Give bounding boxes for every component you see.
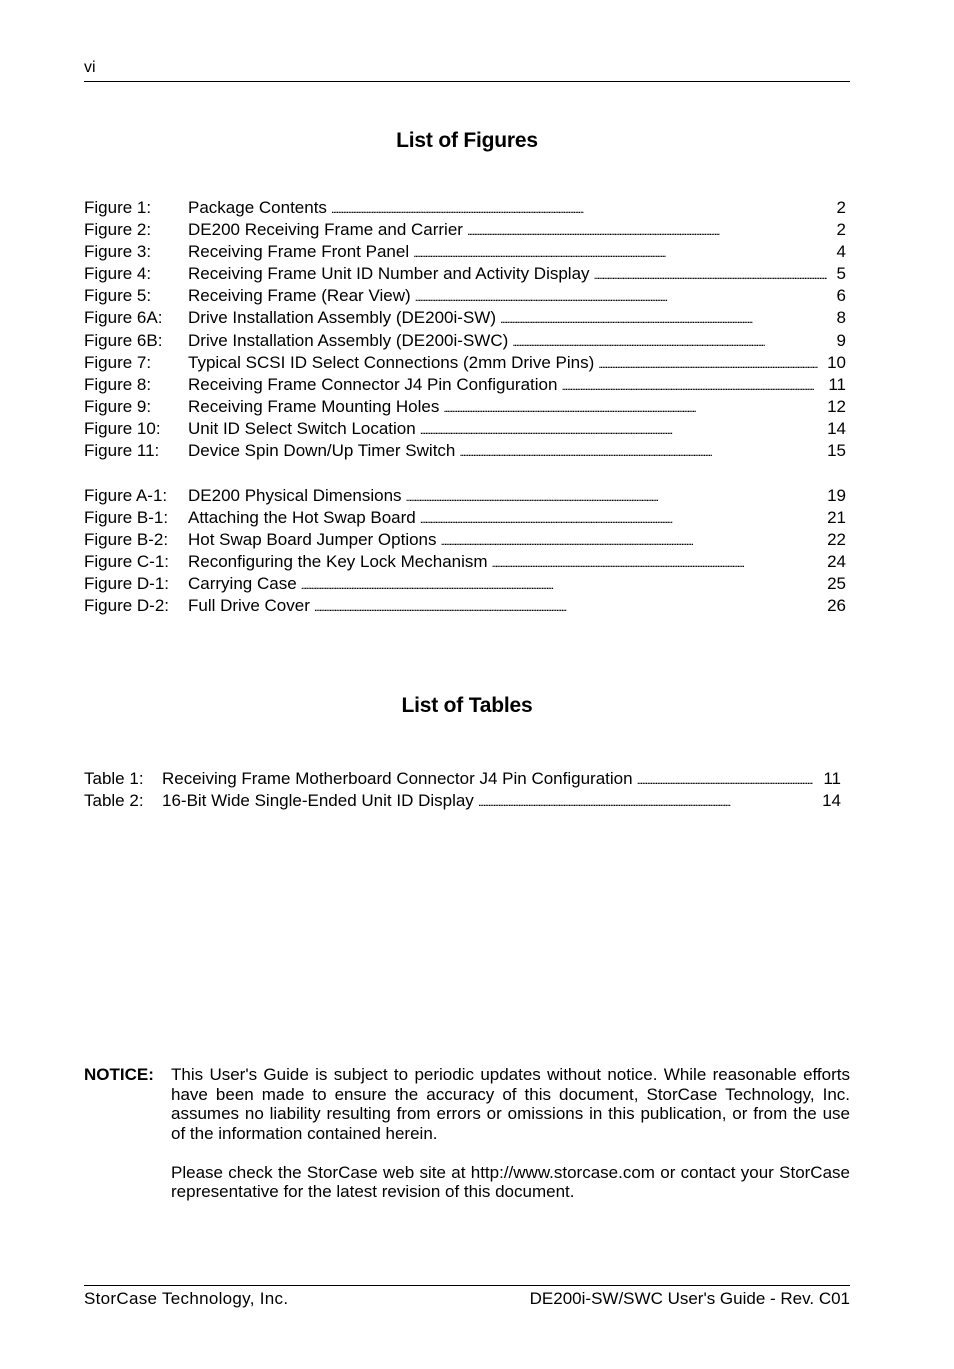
entry-page: 9 — [836, 330, 846, 350]
entry-label: Table 2: — [84, 791, 144, 811]
toc-entry[interactable] — [84, 573, 846, 595]
entry-page: 10 — [827, 352, 846, 372]
entry-title: 16-Bit Wide Single-Ended Unit ID Display — [162, 791, 474, 811]
entry-title: Drive Installation Assembly (DE200i-SWC) — [188, 330, 509, 350]
dot-leader — [420, 507, 818, 530]
toc-entry[interactable] — [84, 396, 846, 418]
entry-page: 14 — [822, 791, 841, 811]
entry-title: Device Spin Down/Up Timer Switch — [188, 441, 456, 461]
entry-title: Typical SCSI ID Select Connections (2mm Drive Pins) — [188, 352, 595, 372]
notice-paragraph: Please check the StorCase web site at http://www.storcase.com or contact your StorCase representative for the latest revision of this document. — [171, 1162, 850, 1201]
entry-page: 12 — [827, 396, 846, 416]
tables-list — [84, 768, 841, 812]
entry-title: Hot Swap Board Jumper Options — [188, 530, 437, 550]
toc-entry[interactable] — [84, 440, 846, 462]
toc-entry[interactable] — [84, 285, 846, 307]
entry-label: Figure 9: — [84, 396, 152, 416]
entry-page: 11 — [823, 769, 841, 788]
entry-label: Figure 3: — [84, 242, 152, 262]
dot-leader — [598, 352, 818, 375]
entry-title: Drive Installation Assembly (DE200i-SW) — [188, 308, 496, 328]
dot-leader — [478, 790, 813, 813]
entry-page: 14 — [827, 418, 846, 438]
header-rule — [84, 81, 850, 82]
entry-label: Figure 7: — [84, 352, 152, 372]
entry-page: 11 — [828, 374, 846, 394]
dot-leader — [500, 307, 827, 330]
toc-entry[interactable] — [84, 374, 846, 396]
entry-label: Figure D-1: — [84, 574, 170, 594]
footer-rule — [84, 1285, 850, 1286]
footer-document-title: DE200i-SW/SWC User's Guide - Rev. C01 — [529, 1289, 850, 1308]
dot-leader — [415, 285, 827, 308]
dot-leader — [406, 485, 818, 508]
dot-leader — [467, 219, 827, 242]
entry-page: 25 — [827, 574, 846, 594]
entry-page: 8 — [836, 308, 846, 328]
entry-title: Attaching the Hot Swap Board — [188, 508, 416, 528]
entry-label: Figure 11: — [84, 441, 160, 461]
toc-entry[interactable] — [84, 263, 846, 285]
toc-entry[interactable] — [84, 307, 846, 329]
entry-label: Figure 10: — [84, 418, 161, 438]
entry-label: Figure 6A: — [84, 308, 163, 328]
entry-label: Figure 8: — [84, 374, 152, 394]
appendix-figures-list — [84, 485, 846, 618]
dot-leader — [420, 418, 818, 441]
entry-label: Figure B-2: — [84, 530, 169, 550]
entry-label: Figure 2: — [84, 220, 152, 240]
toc-entry[interactable] — [84, 551, 846, 573]
toc-entry[interactable] — [84, 418, 846, 440]
entry-label: Figure A-1: — [84, 486, 168, 505]
toc-entry[interactable] — [84, 241, 846, 263]
entry-label: Figure D-2: — [84, 596, 170, 616]
toc-entry[interactable] — [84, 197, 846, 219]
entry-title: DE200 Physical Dimensions — [188, 486, 402, 505]
dot-leader — [314, 595, 818, 618]
entry-page: 21 — [827, 508, 846, 528]
entry-page: 19 — [827, 486, 846, 505]
entry-title: Full Drive Cover — [188, 596, 310, 616]
toc-entry[interactable] — [84, 219, 846, 241]
toc-entry[interactable] — [84, 768, 841, 790]
dot-leader — [512, 330, 827, 353]
entry-title: Receiving Frame Unit ID Number and Activity Display — [188, 264, 590, 284]
list-of-tables-heading: List of Tables — [401, 694, 533, 717]
entry-title: Receiving Frame Motherboard Connector J4 Pin Configuration — [162, 769, 633, 788]
entry-title: Reconfiguring the Key Lock Mechanism — [188, 552, 488, 572]
notice-body — [171, 1065, 850, 1221]
toc-entry[interactable] — [84, 352, 846, 374]
dot-leader — [561, 374, 818, 397]
entry-page: 6 — [836, 286, 846, 306]
dot-leader — [331, 197, 827, 220]
toc-entry[interactable] — [84, 529, 846, 551]
dot-leader — [301, 573, 818, 596]
entry-title: Package Contents — [188, 198, 327, 217]
notice-paragraph: This User's Guide is subject to periodic updates without notice. While reasonable efforts have been made to ensure the accuracy of this document, StorCase Technology, Inc. assumes no liability resulting from errors or omissions in this publication, or from the use of the information contained herein. — [171, 1065, 850, 1143]
entry-label: Figure 6B: — [84, 330, 163, 350]
entry-title: Unit ID Select Switch Location — [188, 418, 416, 438]
entry-label: Figure 5: — [84, 286, 152, 306]
dot-leader — [443, 396, 818, 419]
footer-company: StorCase Technology, Inc. — [84, 1289, 289, 1308]
entry-label: Figure B-1: — [84, 508, 169, 528]
dot-leader — [492, 551, 818, 574]
dot-leader — [459, 440, 818, 463]
notice-label: NOTICE: — [84, 1065, 154, 1084]
entry-title: Receiving Frame (Rear View) — [188, 286, 411, 306]
dot-leader — [441, 529, 818, 552]
toc-entry[interactable] — [84, 507, 846, 529]
entry-title: Receiving Frame Connector J4 Pin Configuration — [188, 374, 558, 394]
entry-label: Figure 4: — [84, 264, 152, 284]
entry-page: 24 — [827, 552, 846, 572]
toc-entry[interactable] — [84, 485, 846, 507]
toc-entry[interactable] — [84, 330, 846, 352]
entry-page: 26 — [827, 596, 846, 616]
entry-label: Figure 1: — [84, 198, 152, 217]
list-of-figures-heading: List of Figures — [396, 129, 538, 152]
dot-leader — [594, 263, 827, 286]
entry-page: 15 — [827, 441, 846, 461]
entry-page: 2 — [836, 198, 846, 217]
entry-title: Receiving Frame Front Panel — [188, 242, 410, 262]
entry-page: 2 — [836, 220, 846, 240]
toc-entry[interactable] — [84, 595, 846, 617]
page-number: vi — [84, 59, 96, 76]
entry-page: 5 — [836, 264, 846, 284]
entry-label: Figure C-1: — [84, 552, 170, 572]
entry-page: 4 — [836, 242, 846, 262]
entry-title: DE200 Receiving Frame and Carrier — [188, 220, 463, 240]
entry-title: Carrying Case — [188, 574, 297, 594]
entry-title: Receiving Frame Mounting Holes — [188, 396, 440, 416]
toc-entry[interactable] — [84, 790, 841, 812]
entry-page: 22 — [827, 530, 846, 550]
dot-leader — [413, 241, 827, 264]
figures-list — [84, 197, 846, 462]
dot-leader — [637, 768, 813, 791]
entry-label: Table 1: — [84, 769, 144, 788]
